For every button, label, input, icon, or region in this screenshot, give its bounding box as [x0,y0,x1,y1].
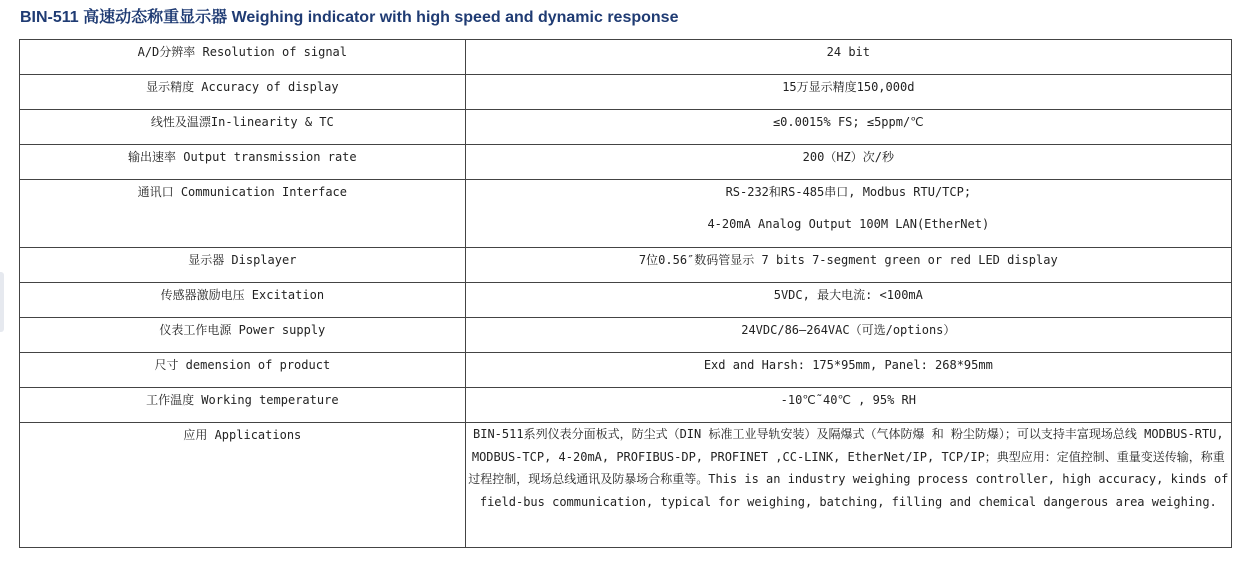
spec-label: 显示器 Displayer [20,248,466,283]
spec-row-excitation [20,283,1232,318]
spec-value: 200（HZ）次/秒 [465,145,1231,180]
spec-label: 输出速率 Output transmission rate [20,145,466,180]
spec-label: 仪表工作电源 Power supply [20,318,466,353]
spec-row-linearity [20,110,1232,145]
spec-value: ≤0.0015% FS; ≤5ppm/℃ [465,110,1231,145]
spec-value: 15万显示精度150,000d [465,75,1231,110]
spec-row-applications [20,423,1232,548]
spec-label: 尺寸 demension of product [20,353,466,388]
spec-value: BIN-511系列仪表分面板式，防尘式（DIN 标准工业导轨安装）及隔爆式（气体防爆 和 粉尘防爆）；可以支持丰富现场总线 MODBUS-RTU, MODBUS-TCP, 4-20mA, PROFIBUS-DP, PROFINET ,CC-LINK, EtherNet/IP, TCP/IP；典型应用：定值控制、重量变送传输，称重过程控制，现场总线通讯及防暴场合称重等。This is an industry weighing process controller, high accuracy, kinds of field-bus communication, typical for weighing, batching, filling and chemical dangerous area weighing. [468,427,1229,509]
spec-value-line2: 4-20mA Analog Output 100M LAN(EtherNet) [707,217,990,231]
spec-label: 工作温度 Working temperature [20,388,466,423]
scroll-edge-indicator [0,272,4,332]
spec-label: 应用 Applications [20,423,466,548]
spec-row-dimension [20,353,1232,388]
spec-row-power-supply [20,318,1232,353]
spec-row-resolution [20,40,1232,75]
spec-row-communication [20,180,1232,248]
spec-table [19,39,1232,548]
spec-row-displayer [20,248,1232,283]
spec-label: 显示精度 Accuracy of display [20,75,466,110]
spec-value: Exd and Harsh: 175*95mm, Panel: 268*95mm [465,353,1231,388]
spec-value: 5VDC, 最大电流: <100mA [465,283,1231,318]
spec-label: A/D分辨率 Resolution of signal [20,40,466,75]
spec-value: -10℃˜40℃ , 95% RH [465,388,1231,423]
spec-value: RS-232和RS-485串口, Modbus RTU/TCP; [725,185,972,199]
spec-value-cell [465,180,1231,248]
spec-label: 通讯口 Communication Interface [20,180,466,248]
spec-label: 线性及温漂In-linearity & TC [20,110,466,145]
spec-value: 24VDC/86—264VAC（可选/options） [465,318,1231,353]
spec-row-accuracy [20,75,1232,110]
spec-label: 传感器激励电压 Excitation [20,283,466,318]
spec-value: 24 bit [465,40,1231,75]
spec-row-temperature [20,388,1232,423]
spec-value-cell [465,423,1231,548]
spec-row-output-rate [20,145,1232,180]
page-title: BIN-511 高速动态称重显示器 Weighing indicator with high speed and dynamic response [20,9,679,26]
spec-value: 7位0.56″数码管显示 7 bits 7-segment green or red LED display [465,248,1231,283]
